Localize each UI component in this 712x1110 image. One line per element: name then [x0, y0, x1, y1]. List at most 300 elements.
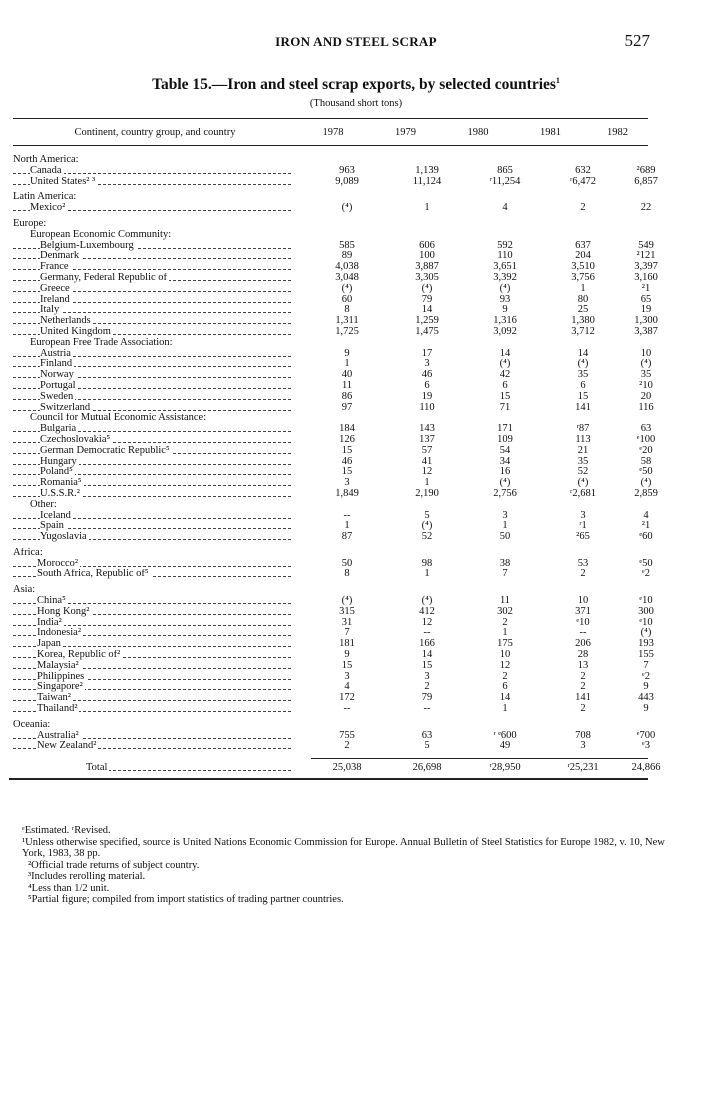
cell-value: 137	[419, 433, 435, 445]
cell-value: 1	[502, 520, 508, 532]
cell-value: 3,092	[493, 325, 517, 337]
table-row	[13, 548, 648, 559]
row-label-text: India²	[37, 617, 62, 628]
row-label	[13, 650, 295, 661]
row-label	[13, 607, 295, 618]
cell-value: 8	[344, 568, 350, 580]
row-label	[13, 392, 295, 403]
total-label	[13, 763, 295, 774]
row-label	[13, 338, 295, 349]
footnote: ⁵Partial figure; compiled from import statistics of trading partner countries.	[28, 894, 344, 905]
cell-value: 2	[580, 703, 586, 715]
cell-value: 6	[502, 379, 508, 391]
total-label-text: Total	[13, 763, 109, 773]
cell-value: 3	[580, 509, 586, 521]
column-header-1982: 1982	[607, 126, 628, 138]
cell-value: 9	[344, 347, 350, 359]
row-label-text: South Africa, Republic of⁵	[37, 569, 149, 580]
row-label-text: Finland	[40, 359, 73, 370]
row-label	[13, 559, 295, 570]
cell-value: 21	[577, 444, 589, 456]
cell-value: ²65	[576, 531, 590, 543]
cell-value: 50	[341, 557, 353, 569]
table-row	[13, 720, 648, 731]
row-label-text: Greece	[40, 283, 70, 294]
footnote: ³Includes rerolling material.	[28, 871, 146, 882]
cell-value: 16	[499, 466, 511, 478]
table-row	[13, 282, 651, 295]
cell-value: 60	[341, 293, 353, 305]
row-label-text: Philippines	[37, 671, 85, 682]
table-row	[13, 155, 648, 166]
cell-value: 6	[424, 379, 430, 391]
cell-value: --	[423, 703, 431, 715]
cell-value: 371	[575, 605, 591, 617]
row-label	[13, 672, 295, 683]
cell-value: 126	[339, 433, 355, 445]
cell-value: 6,857	[634, 175, 658, 187]
row-label	[13, 403, 295, 414]
cell-value: 184	[339, 423, 355, 435]
table-row	[13, 672, 648, 683]
cell-value: 3	[344, 670, 350, 682]
table-row	[13, 692, 654, 704]
table-row	[13, 682, 648, 693]
row-label-text: Denmark	[40, 251, 80, 262]
cell-value: 3,651	[493, 261, 517, 273]
cell-value: 302	[497, 605, 513, 617]
cell-value: ʳ87	[576, 423, 590, 435]
cell-value: 3,387	[634, 325, 658, 337]
cell-value: 708	[575, 729, 591, 741]
table-row	[13, 358, 652, 370]
table-title	[0, 76, 712, 94]
row-label-text: Italy	[40, 305, 60, 316]
cell-value: --	[423, 627, 431, 639]
cell-value: 3,392	[493, 271, 517, 283]
cell-value: (⁴)	[421, 595, 433, 607]
cell-value: 4	[344, 681, 350, 693]
row-label	[13, 273, 295, 284]
row-label	[13, 381, 295, 392]
cell-value: (⁴)	[640, 477, 652, 489]
cell-value: 632	[575, 164, 591, 176]
footnote: ¹Unless otherwise specified, source is United Nations Economic Commission for Europe. Annual Bulletin of Steel Statistics for Europe 1982, v. 10, New York, 1983, 38 pp.	[22, 836, 665, 859]
cell-value: 6	[502, 681, 508, 693]
cell-value: 28	[577, 649, 589, 661]
row-label	[13, 548, 295, 559]
table-row	[13, 569, 648, 580]
row-label-text: Portugal	[40, 380, 76, 391]
cell-value: 7	[502, 568, 508, 580]
cell-value: 1	[502, 627, 508, 639]
table-row	[13, 413, 648, 424]
table-row	[13, 585, 648, 596]
cell-value: ²1	[641, 282, 651, 294]
cell-value: 41	[421, 455, 433, 467]
cell-value: 637	[575, 239, 591, 251]
table-row	[13, 661, 648, 672]
total-value: ʳ28,950	[489, 762, 521, 774]
cell-value: 14	[499, 347, 511, 359]
cell-value: 155	[638, 649, 654, 661]
row-label	[13, 370, 295, 381]
header-rule	[13, 145, 648, 146]
cell-value: 54	[499, 444, 511, 456]
row-label-text: Council for Mutual Economic Assistance:	[30, 413, 207, 424]
cell-value: 3	[424, 670, 430, 682]
cell-value: 315	[339, 605, 355, 617]
cell-value: ᵉ3	[642, 740, 650, 752]
table-row	[13, 466, 653, 478]
row-label	[13, 262, 295, 273]
cell-value: (⁴)	[421, 282, 433, 294]
cell-value: 15	[341, 466, 353, 478]
cell-value: ᵉ10	[639, 595, 653, 607]
cell-value: 865	[497, 164, 513, 176]
table-row	[13, 271, 658, 284]
column-header-1979: 1979	[395, 126, 416, 138]
row-label-text: Iceland	[40, 510, 71, 521]
cell-value: ʳ ᵉ600	[493, 729, 517, 741]
cell-value: 3,305	[415, 271, 439, 283]
row-label-text: Yugoslavia	[40, 532, 87, 543]
row-label	[13, 639, 295, 650]
row-label-text: Switzerland	[40, 402, 91, 413]
cell-value: 3	[424, 358, 430, 370]
row-label	[13, 457, 295, 468]
cell-value: 1	[424, 568, 430, 580]
cell-value: ᵉ10	[576, 616, 590, 628]
table-row	[13, 531, 653, 543]
row-label-text: Other:	[30, 499, 57, 510]
row-label	[13, 511, 295, 522]
cell-value: 300	[638, 605, 654, 617]
cell-value: 11	[341, 379, 353, 391]
cell-value: --	[579, 627, 587, 639]
row-label	[13, 478, 295, 489]
cell-value: 35	[640, 369, 652, 381]
cell-value: ᵉ2	[642, 670, 650, 682]
column-header-label: Continent, country group, and country	[74, 126, 236, 138]
cell-value: 143	[419, 423, 435, 435]
cell-value: 963	[339, 164, 355, 176]
row-label-text: Thailand²	[37, 704, 78, 715]
page-number: 527	[624, 31, 650, 50]
row-label-text: North America:	[13, 155, 79, 165]
cell-value: 97	[341, 401, 353, 413]
cell-value: 53	[577, 557, 589, 569]
cell-value: 4	[643, 509, 649, 521]
row-label	[13, 166, 295, 177]
table-row	[13, 293, 652, 306]
table-row	[13, 477, 652, 489]
row-label-text: China⁵	[37, 596, 66, 607]
cell-value: 549	[638, 239, 654, 251]
cell-value: 1,475	[415, 325, 439, 337]
cell-value: 14	[421, 304, 433, 316]
column-header-1978: 1978	[322, 126, 344, 138]
row-label	[13, 219, 295, 230]
cell-value: 592	[497, 239, 513, 251]
row-label-text: Indonesia²	[37, 628, 81, 639]
row-label	[13, 230, 295, 241]
row-label-text: Norway	[40, 370, 74, 381]
cell-value: 755	[339, 729, 355, 741]
cell-value: ᵉ20	[639, 444, 653, 456]
cell-value: 172	[339, 692, 355, 704]
row-label-text: Europe:	[13, 218, 47, 229]
row-label	[13, 305, 295, 316]
column-header-1980: 1980	[467, 126, 489, 138]
cell-value: 6	[580, 379, 586, 391]
cell-value: 89	[341, 250, 353, 262]
cell-value: 14	[499, 692, 511, 704]
cell-value: 110	[419, 401, 435, 413]
cell-value: 50	[499, 531, 511, 543]
row-label	[13, 359, 295, 370]
row-label-text: Malaysia²	[37, 660, 79, 671]
cell-value: 25	[577, 304, 589, 316]
cell-value: 2,859	[634, 487, 658, 499]
cell-value: --	[343, 703, 351, 715]
row-label	[13, 693, 295, 704]
table-row	[13, 325, 658, 338]
cell-value: 2	[580, 202, 586, 214]
row-label-text: Hong Kong²	[37, 606, 90, 617]
cell-value: 14	[577, 347, 589, 359]
cell-value: ²10	[639, 379, 653, 391]
table-row	[13, 704, 648, 715]
cell-value: (⁴)	[421, 520, 433, 532]
row-label	[13, 661, 295, 672]
row-label	[13, 192, 295, 203]
row-label	[13, 446, 295, 457]
cell-value: 1	[424, 477, 430, 489]
cell-value: 40	[341, 369, 353, 381]
row-label-text: Austria	[40, 348, 71, 359]
cell-value: 13	[577, 659, 589, 671]
cell-value: 14	[421, 649, 433, 661]
row-label-text: Sweden	[40, 391, 74, 402]
cell-value: ᵉ50	[639, 557, 653, 569]
row-label-text: U.S.S.R.²	[40, 488, 80, 499]
cell-value: 3	[580, 740, 586, 752]
cell-value: 3	[344, 477, 350, 489]
cell-value: 175	[497, 638, 513, 650]
table-row	[13, 401, 654, 414]
cell-value: 87	[341, 531, 353, 543]
row-label	[13, 241, 295, 252]
cell-value: 3,510	[571, 261, 595, 273]
table-row	[13, 164, 656, 177]
row-label-text: United Kingdom	[40, 326, 111, 337]
cell-value: (⁴)	[640, 358, 652, 370]
row-label	[13, 295, 295, 306]
table-subtitle: (Thousand short tons)	[309, 98, 403, 109]
cell-value: (⁴)	[499, 282, 511, 294]
cell-value: 412	[419, 605, 435, 617]
cell-value: 42	[499, 369, 511, 381]
cell-value: 9	[643, 681, 649, 693]
row-label	[13, 741, 295, 752]
table-row	[13, 627, 652, 639]
cell-value: 12	[421, 616, 433, 628]
cell-value: 7	[344, 627, 350, 639]
row-label	[13, 155, 295, 166]
row-label	[13, 467, 295, 478]
table-row	[13, 741, 648, 752]
cell-value: 86	[341, 390, 353, 402]
table-row	[13, 239, 654, 252]
cell-value: 1,316	[493, 315, 517, 327]
row-label	[13, 720, 295, 731]
total-row	[13, 762, 661, 774]
cell-value: 171	[497, 423, 513, 435]
table-body	[13, 155, 661, 780]
cell-value: 1	[580, 282, 586, 294]
cell-value: 606	[419, 239, 435, 251]
cell-value: 585	[339, 239, 355, 251]
cell-value: 100	[419, 250, 435, 262]
row-label-text: Mexico²	[30, 203, 66, 214]
cell-value: 5	[424, 509, 430, 521]
cell-value: 10	[499, 649, 511, 661]
cell-value: 9,089	[335, 175, 359, 187]
cell-value: 19	[640, 304, 652, 316]
cell-value: 7	[643, 659, 649, 671]
table-row	[13, 390, 652, 403]
footnotes	[22, 825, 672, 906]
cell-value: 15	[341, 444, 353, 456]
cell-value: 2,190	[415, 487, 439, 499]
table-row	[13, 649, 654, 661]
table-row	[13, 347, 652, 360]
row-label-text: Belgium-Luxembourg	[40, 240, 134, 251]
row-label-text: Japan	[37, 639, 61, 650]
row-label	[13, 596, 295, 607]
cell-value: 204	[575, 250, 591, 262]
row-label-text: France	[40, 262, 69, 273]
cell-value: 1,380	[571, 315, 595, 327]
cell-value: 35	[577, 455, 589, 467]
cell-value: 1	[344, 358, 350, 370]
row-label-text: New Zealand²	[37, 741, 97, 752]
cell-value: ᵉ50	[639, 466, 653, 478]
row-label	[13, 284, 295, 295]
total-value: 25,038	[332, 762, 362, 774]
cell-value: 79	[421, 692, 433, 704]
table-row	[13, 500, 648, 511]
table-row	[13, 616, 653, 629]
row-label	[13, 424, 295, 435]
row-label-text: United States² ³	[30, 176, 96, 187]
row-label	[13, 521, 295, 532]
cell-value: 17	[421, 347, 433, 359]
row-label-text: Taiwan²	[37, 693, 71, 704]
row-label	[13, 569, 295, 580]
cell-value: 3,756	[571, 271, 595, 283]
row-label-text: Latin America:	[13, 192, 77, 203]
total-value: 24,866	[631, 762, 661, 774]
cell-value: 12	[499, 659, 511, 671]
cell-value: (⁴)	[341, 202, 353, 214]
table-row	[13, 511, 648, 522]
cell-value: 2	[580, 568, 586, 580]
row-label	[13, 327, 295, 338]
cell-value: (⁴)	[577, 358, 589, 370]
cell-value: 11	[499, 595, 511, 607]
cell-value: 20	[640, 390, 652, 402]
cell-value: 2	[344, 740, 350, 752]
cell-value: 8	[344, 304, 350, 316]
row-label	[13, 628, 295, 639]
cell-value: 9	[643, 703, 649, 715]
cell-value: ᵉ700	[636, 729, 656, 741]
cell-value: ᵉ100	[636, 433, 656, 445]
row-label-text: Singapore²	[37, 682, 83, 693]
table-row	[13, 455, 652, 468]
row-label	[13, 500, 295, 511]
row-label-text: Netherlands	[40, 316, 91, 327]
cell-value: 71	[499, 401, 511, 413]
row-label	[13, 413, 295, 424]
cell-value: 5	[424, 740, 430, 752]
row-label	[13, 489, 295, 500]
footnote: ⁴Less than 1/2 unit.	[28, 882, 110, 894]
cell-value: 52	[577, 466, 589, 478]
cell-value: 93	[499, 293, 511, 305]
cell-value: 38	[499, 557, 511, 569]
cell-value: 31	[341, 616, 353, 628]
cell-value: 2,756	[493, 487, 517, 499]
row-label-text: Bulgaria	[40, 424, 77, 435]
cell-value: 1	[502, 703, 508, 715]
cell-value: ᵉ60	[639, 531, 653, 543]
cell-value: ʳ1	[579, 520, 587, 532]
table-row	[13, 219, 648, 230]
cell-value: 116	[638, 401, 654, 413]
top-rule	[13, 118, 648, 119]
cell-value: (⁴)	[499, 477, 511, 489]
table-row	[13, 638, 654, 650]
table-row	[13, 433, 656, 446]
cell-value: --	[343, 509, 351, 521]
cell-value: 46	[341, 455, 353, 467]
row-label-text: Poland⁵	[40, 467, 73, 478]
table-row	[13, 261, 658, 273]
cell-value: 3,712	[571, 325, 595, 337]
cell-value: ᵉ10	[639, 616, 653, 628]
table-row	[13, 423, 652, 435]
row-label-text: Spain	[40, 521, 64, 532]
table-row	[13, 250, 656, 262]
cell-value: 80	[577, 293, 589, 305]
table-row	[13, 444, 653, 457]
cell-value: ʳ11,254	[489, 175, 521, 187]
cell-value: 15	[577, 390, 589, 402]
table-row	[13, 192, 648, 203]
cell-value: 193	[638, 638, 654, 650]
table-row	[13, 379, 653, 392]
cell-value: 4,038	[335, 261, 359, 273]
row-label	[13, 316, 295, 327]
row-label-text: Korea, Republic of²	[37, 650, 121, 661]
footnote: ᵉEstimated. ʳRevised.	[22, 825, 111, 836]
row-label-text: Asia:	[13, 585, 36, 596]
cell-value: ᵉ2	[642, 568, 650, 580]
cell-value: 63	[421, 729, 433, 741]
